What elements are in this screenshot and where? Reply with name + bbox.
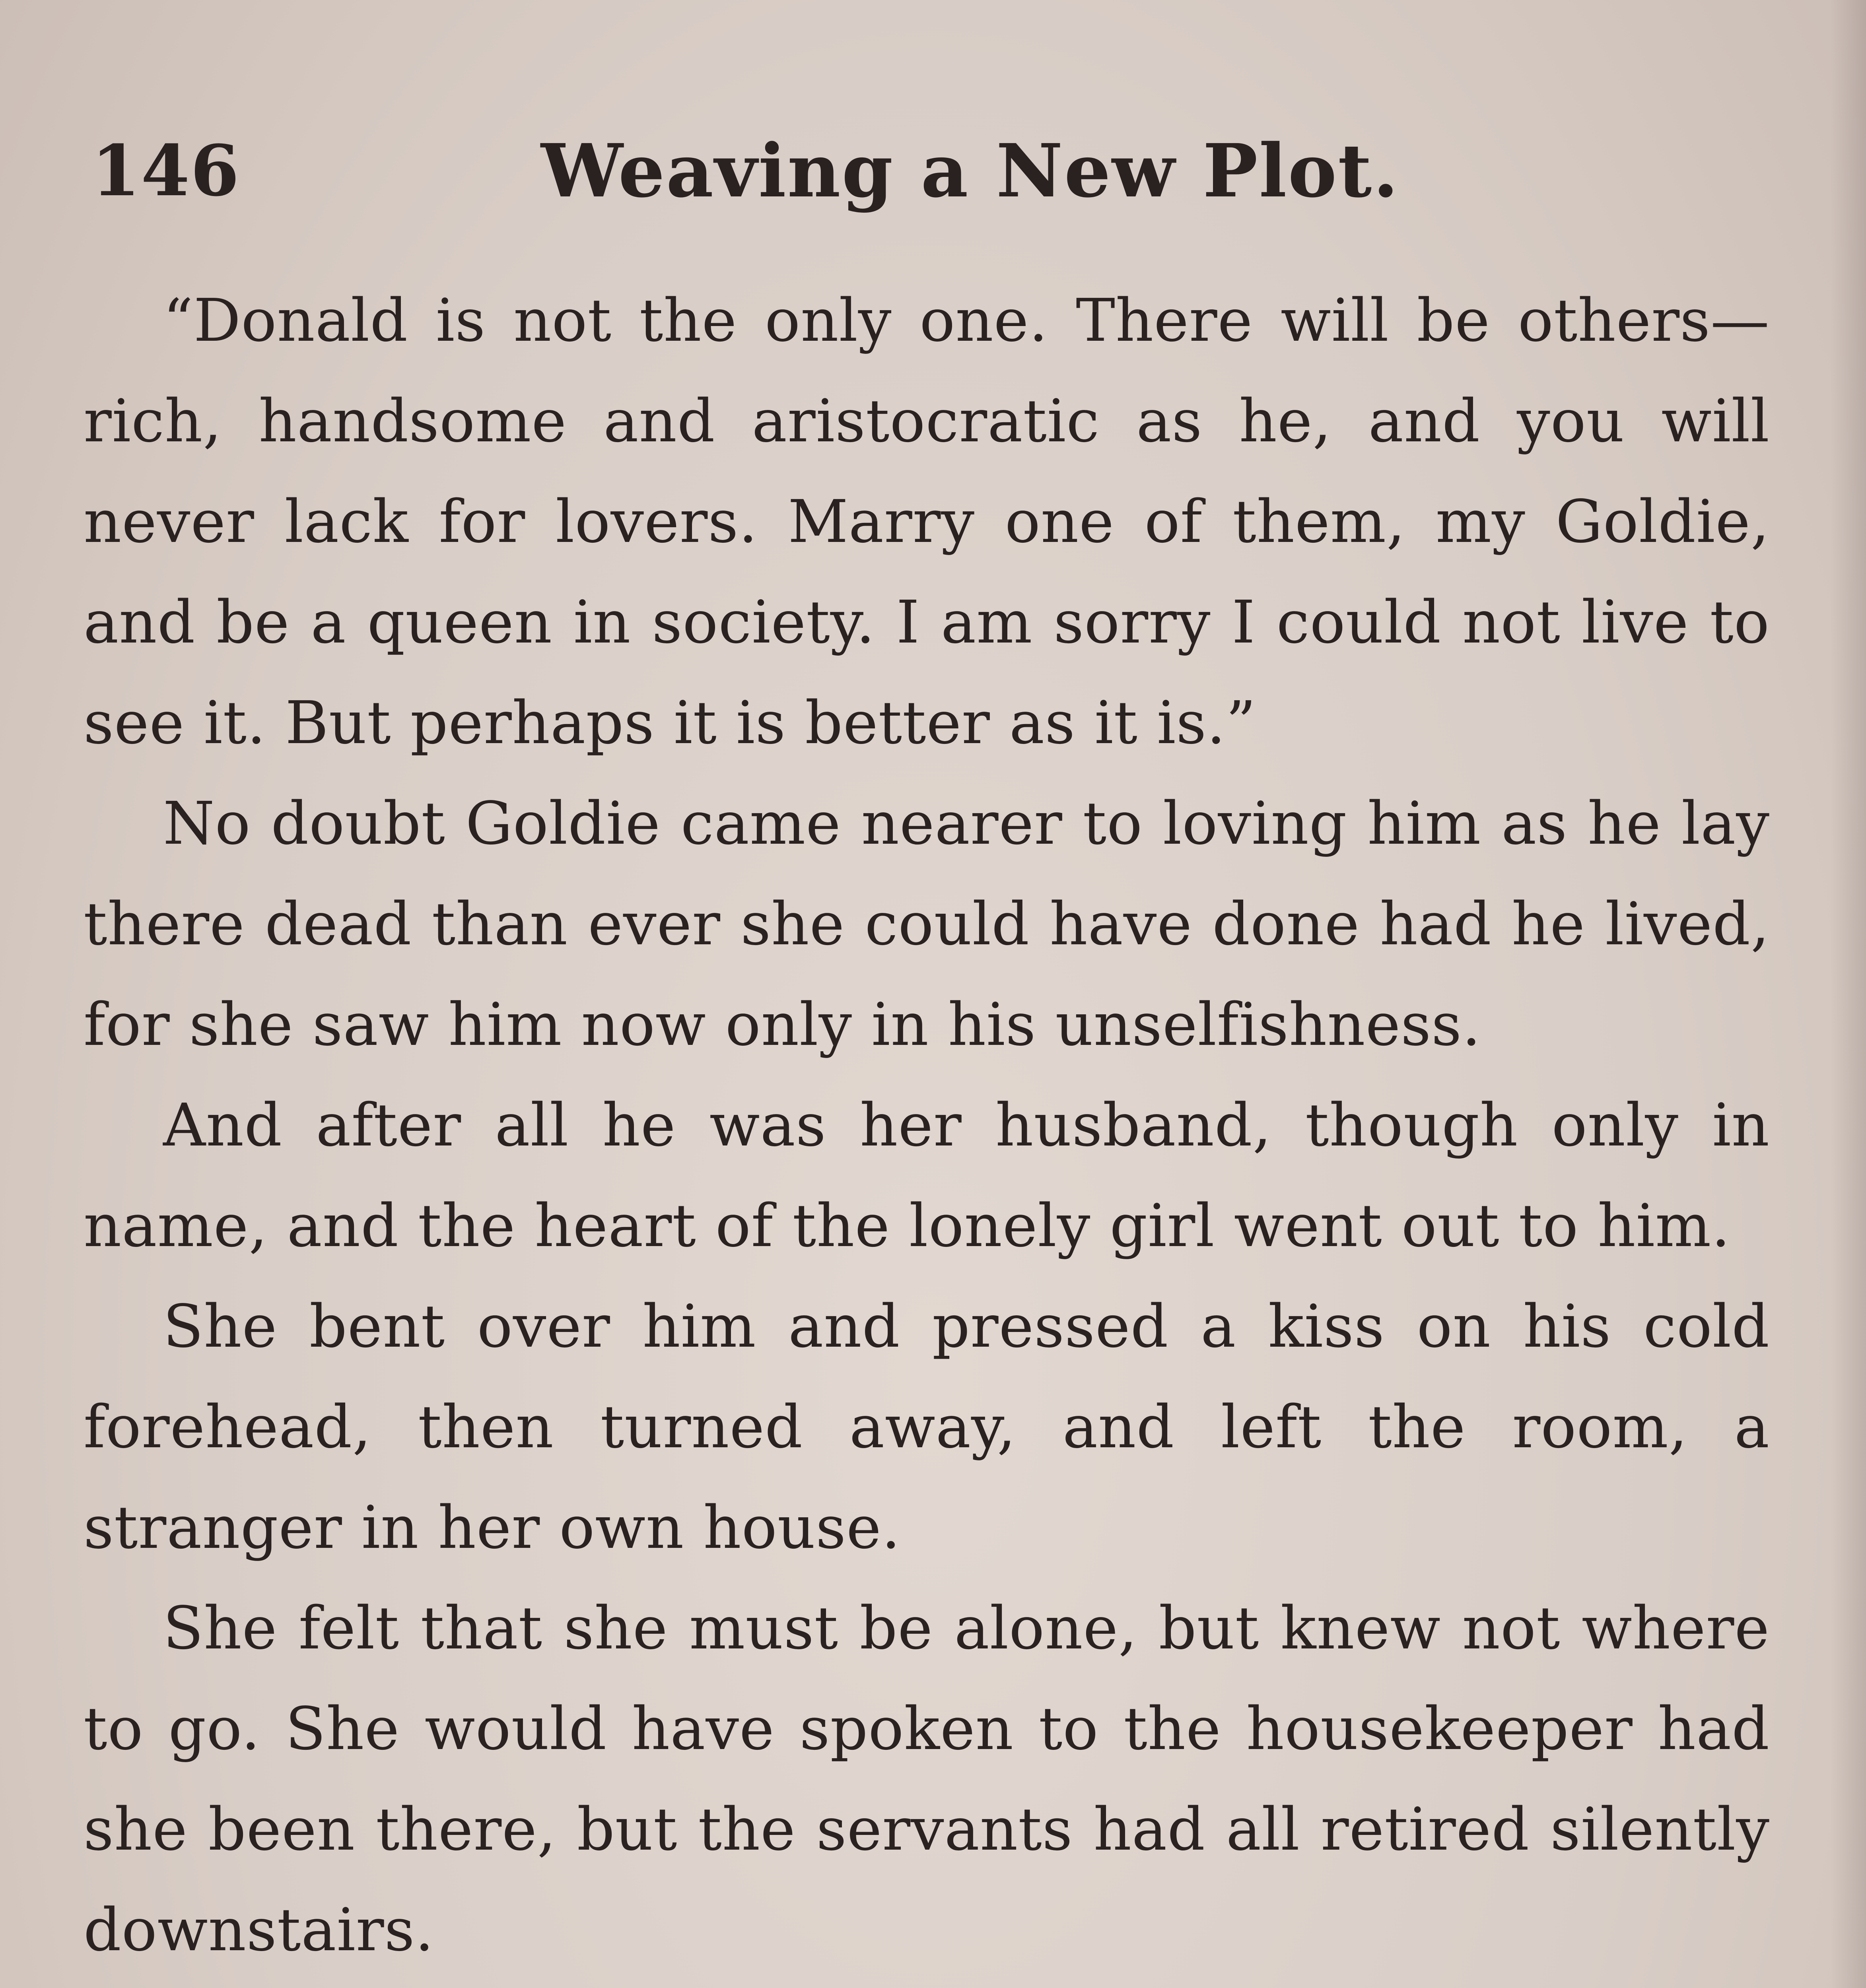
paragraph: No doubt Goldie came nearer to loving him as he lay there dead than ever she could have done had he lived, for she saw him now only in his unselfishness. [84, 789, 1770, 1059]
page-number: 146 [91, 130, 240, 212]
running-title: Weaving a New Plot. [541, 128, 1400, 214]
body-text [84, 270, 1770, 1988]
paragraph: She felt that she must be alone, but knew not where to go. She would have spoken to the housekeeper had she been there, but the servants had all retired silently downstairs. [84, 1594, 1770, 1964]
page-edge-shadow [1830, 0, 1866, 1988]
paragraph [84, 1980, 1770, 1988]
page-header [91, 119, 1786, 223]
paragraph: She bent over him and pressed a kiss on his cold forehead, then turned away, and left the room, a stranger in her own house. [84, 1292, 1770, 1562]
paragraph: And after all he was her husband, though only in name, and the heart of the lonely girl went out to him. [84, 1091, 1770, 1260]
paragraph: “Donald is not the only one. There will be others—rich, handsome and aristocratic as he, and you will never lack for lovers. Marry one of them, my Goldie, and be a queen in society. I am sorry I could not live to see it. But perhaps it is better as it is.” [84, 286, 1770, 757]
